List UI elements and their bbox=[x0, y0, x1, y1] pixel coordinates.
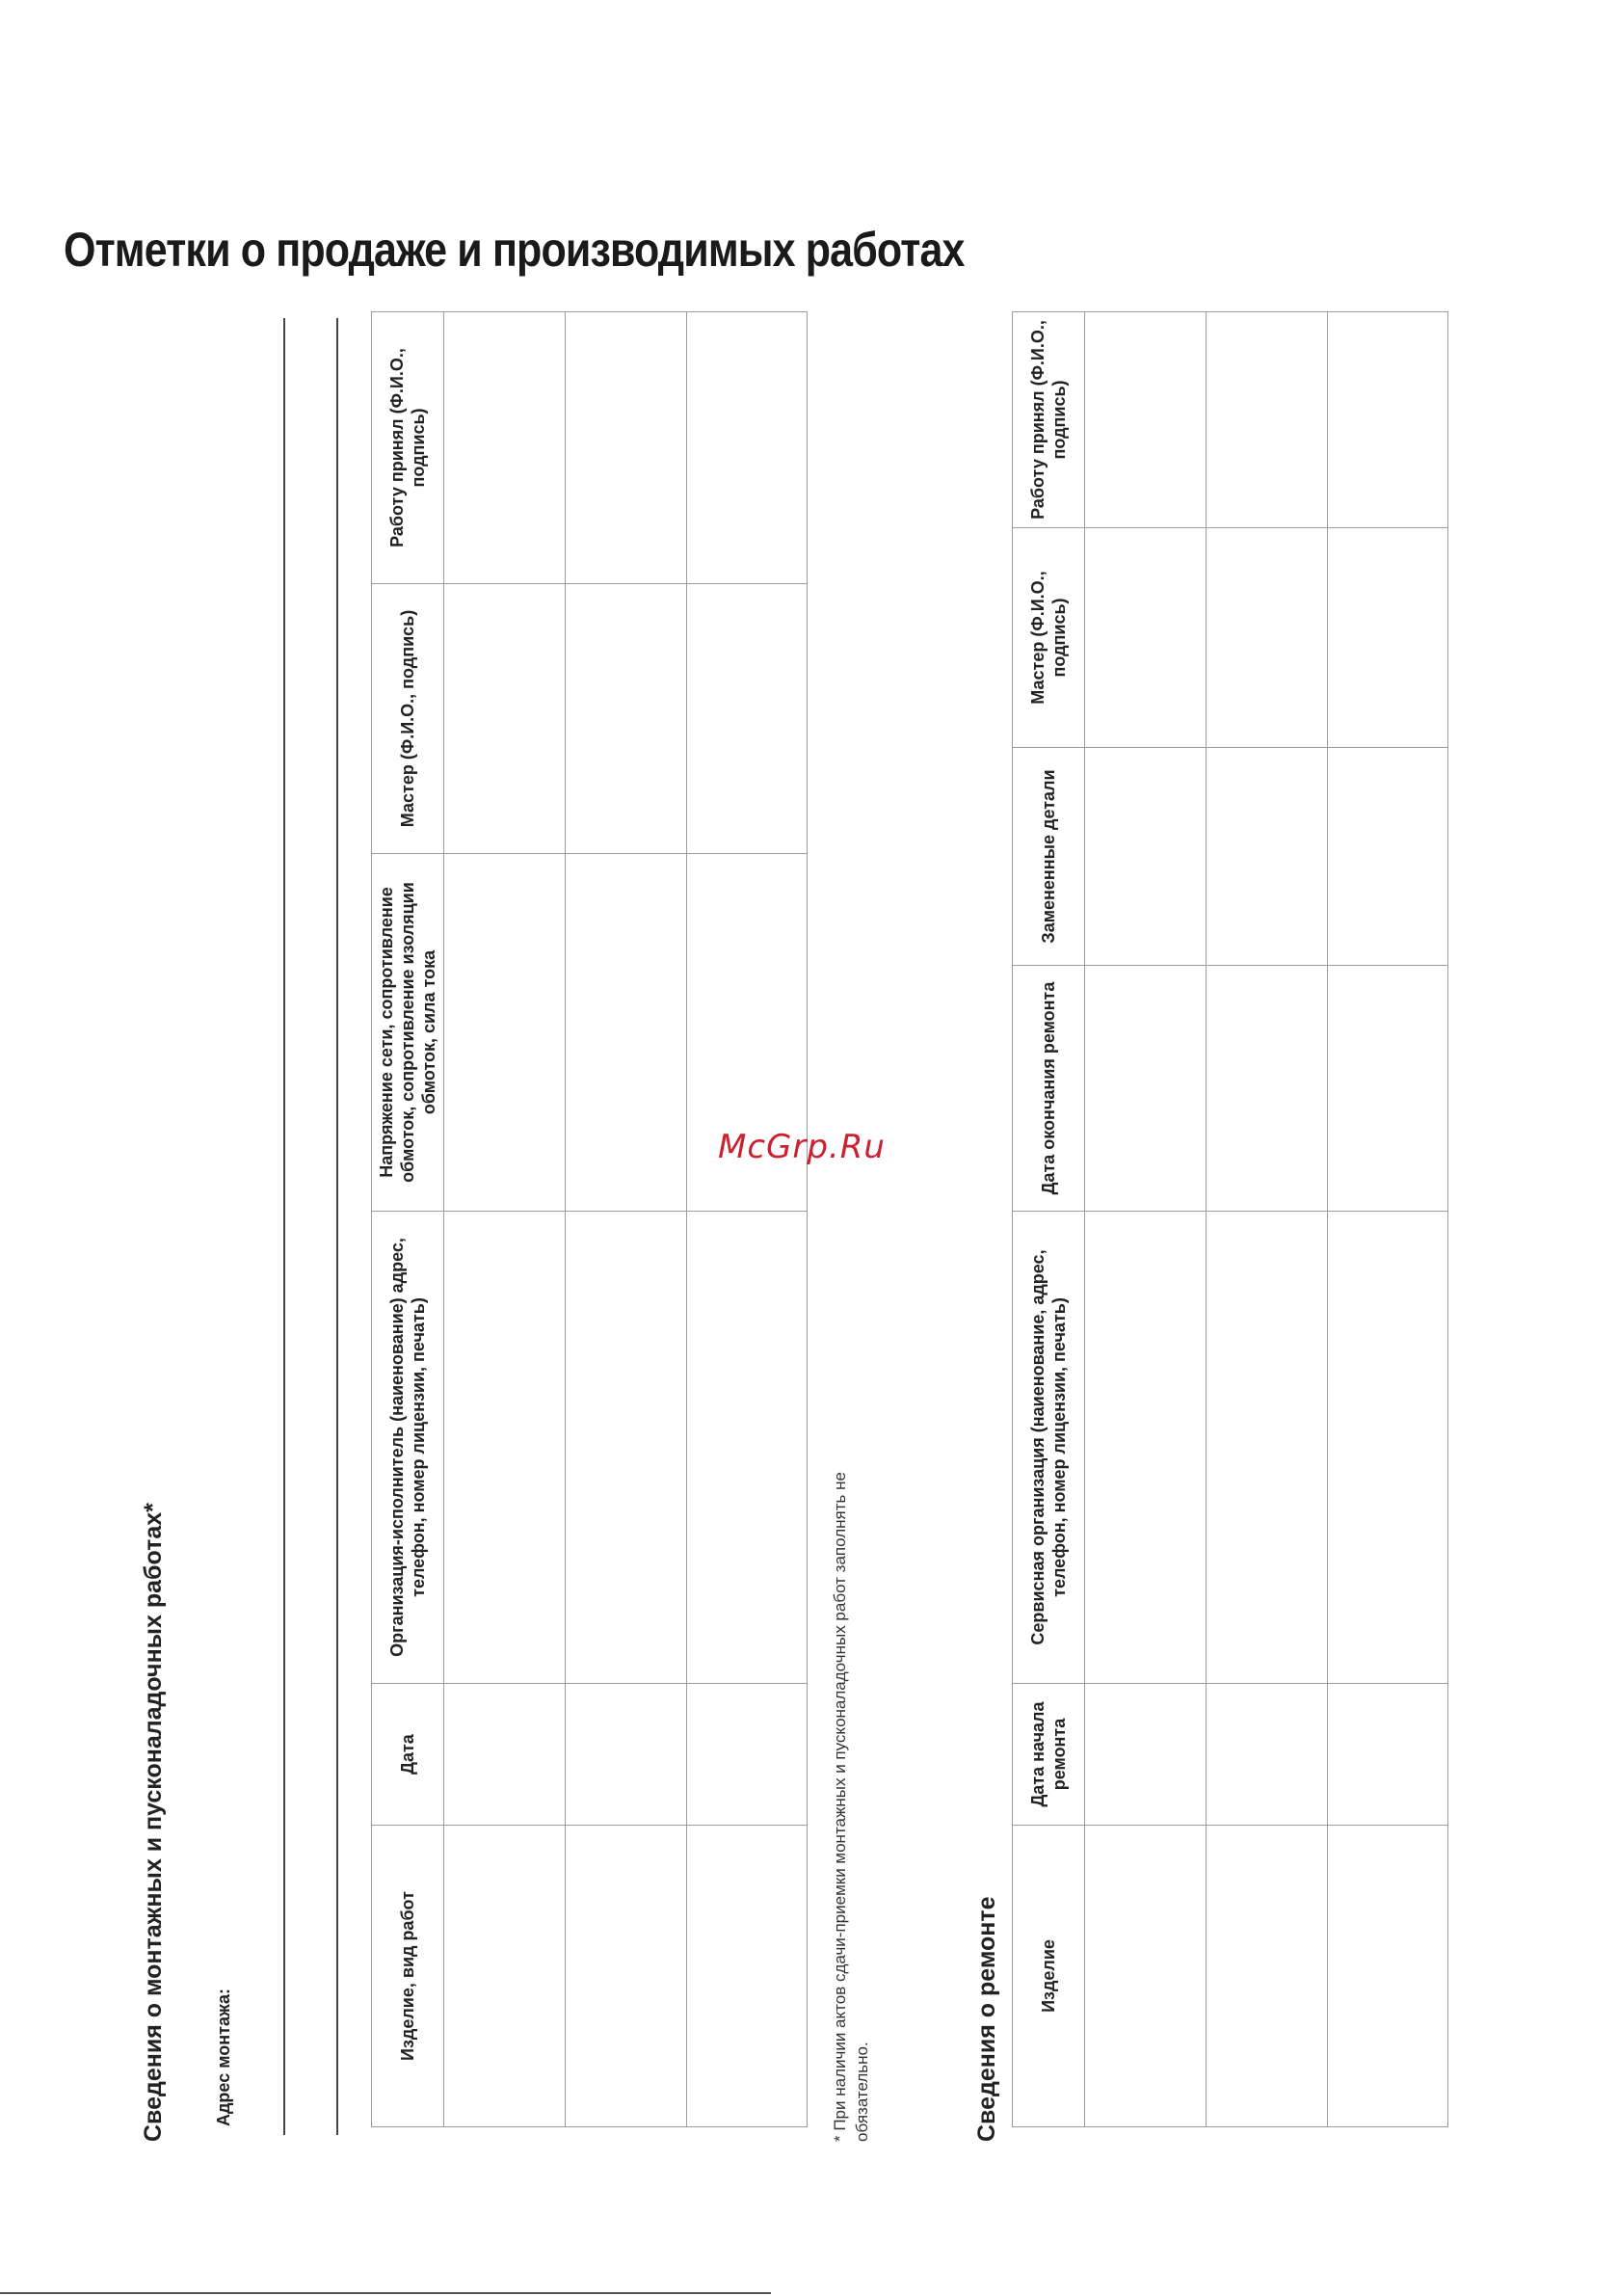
table-cell[interactable] bbox=[444, 1684, 566, 1826]
table-cell[interactable] bbox=[1085, 528, 1207, 748]
page-title: Отметки о продаже и производимых работах bbox=[64, 223, 965, 277]
table-cell[interactable] bbox=[1085, 1212, 1207, 1684]
bottom-divider bbox=[0, 2292, 771, 2294]
install-col-accepted: Работу принял (Ф.И.О., подпись) bbox=[372, 312, 444, 584]
table-cell[interactable] bbox=[1085, 1826, 1207, 2127]
install-col-measurements: Напряжение сети, сопротивление обмоток, сопротивление изоляции обмоток, сила тока bbox=[372, 854, 444, 1212]
table-cell[interactable] bbox=[1207, 312, 1328, 528]
installation-section-title: Сведения о монтажных и пусконаладочных работах* bbox=[140, 1503, 167, 2142]
table-cell[interactable] bbox=[1085, 748, 1207, 966]
table-cell[interactable] bbox=[1085, 1684, 1207, 1826]
repair-col-end-date: Дата окончания ремонта bbox=[1013, 966, 1085, 1212]
repair-col-replaced-parts: Замененные детали bbox=[1013, 748, 1085, 966]
table-cell[interactable] bbox=[566, 1684, 687, 1826]
watermark: McGrp.Ru bbox=[718, 1128, 886, 1166]
table-cell[interactable] bbox=[1085, 312, 1207, 528]
table-cell[interactable] bbox=[687, 584, 808, 854]
address-line-1 bbox=[283, 318, 285, 2135]
table-cell[interactable] bbox=[444, 854, 566, 1212]
table-cell[interactable] bbox=[566, 584, 687, 854]
repair-table bbox=[1012, 311, 1448, 2127]
repair-col-master: Мастер (Ф.И.О., подпись) bbox=[1013, 528, 1085, 748]
table-cell[interactable] bbox=[1328, 1826, 1448, 2127]
table-cell[interactable] bbox=[1207, 1212, 1328, 1684]
install-col-date: Дата bbox=[372, 1684, 444, 1826]
table-cell[interactable] bbox=[566, 1212, 687, 1684]
repair-row bbox=[1207, 312, 1328, 2127]
repair-section-title: Сведения о ремонте bbox=[973, 1896, 1000, 2142]
table-cell[interactable] bbox=[1328, 528, 1448, 748]
repair-row bbox=[1328, 312, 1448, 2127]
table-cell[interactable] bbox=[444, 1826, 566, 2127]
repair-col-start-date: Дата начала ремонта bbox=[1013, 1684, 1085, 1826]
table-cell[interactable] bbox=[444, 1212, 566, 1684]
table-cell[interactable] bbox=[687, 312, 808, 584]
table-cell[interactable] bbox=[1207, 528, 1328, 748]
repair-col-product: Изделие bbox=[1013, 1826, 1085, 2127]
table-cell[interactable] bbox=[1328, 1684, 1448, 1826]
table-cell[interactable] bbox=[566, 1826, 687, 2127]
installation-footnote: * При наличии актов сдачи-приемки монтажных и пусконаладочных работ заполнять не обязательно. bbox=[831, 1472, 871, 2142]
address-line-2 bbox=[336, 318, 338, 2135]
table-cell[interactable] bbox=[566, 854, 687, 1212]
table-cell[interactable] bbox=[1207, 966, 1328, 1212]
table-cell[interactable] bbox=[1207, 1826, 1328, 2127]
table-cell[interactable] bbox=[1328, 1212, 1448, 1684]
table-cell[interactable] bbox=[1328, 748, 1448, 966]
table-cell[interactable] bbox=[1085, 966, 1207, 1212]
table-cell[interactable] bbox=[444, 312, 566, 584]
repair-col-accepted: Работу принял (Ф.И.О., подпись) bbox=[1013, 312, 1085, 528]
table-cell[interactable] bbox=[1328, 312, 1448, 528]
repair-row bbox=[1085, 312, 1207, 2127]
table-cell[interactable] bbox=[1207, 748, 1328, 966]
install-col-organization: Организация-исполнитель (наиенование) адрес, телефон, номер лицензии, печать) bbox=[372, 1212, 444, 1684]
table-cell[interactable] bbox=[687, 1212, 808, 1684]
table-cell[interactable] bbox=[566, 312, 687, 584]
repair-col-service-org: Сервисная организация (наиенование, адрес, телефон, номер лицензии, печать) bbox=[1013, 1212, 1085, 1684]
install-address-label: Адрес монтажа: bbox=[214, 1989, 233, 2126]
table-cell[interactable] bbox=[444, 584, 566, 854]
install-col-master: Мастер (Ф.И.О., подпись) bbox=[372, 584, 444, 854]
installation-header-row bbox=[372, 312, 444, 2127]
table-cell[interactable] bbox=[687, 1826, 808, 2127]
install-col-product: Изделие, вид работ bbox=[372, 1826, 444, 2127]
table-cell[interactable] bbox=[1207, 1684, 1328, 1826]
installation-row bbox=[687, 312, 808, 2127]
installation-row bbox=[444, 312, 566, 2127]
repair-header-row bbox=[1013, 312, 1085, 2127]
installation-row bbox=[566, 312, 687, 2127]
installation-table bbox=[371, 311, 808, 2127]
table-cell[interactable] bbox=[1328, 966, 1448, 1212]
table-cell[interactable] bbox=[687, 1684, 808, 1826]
